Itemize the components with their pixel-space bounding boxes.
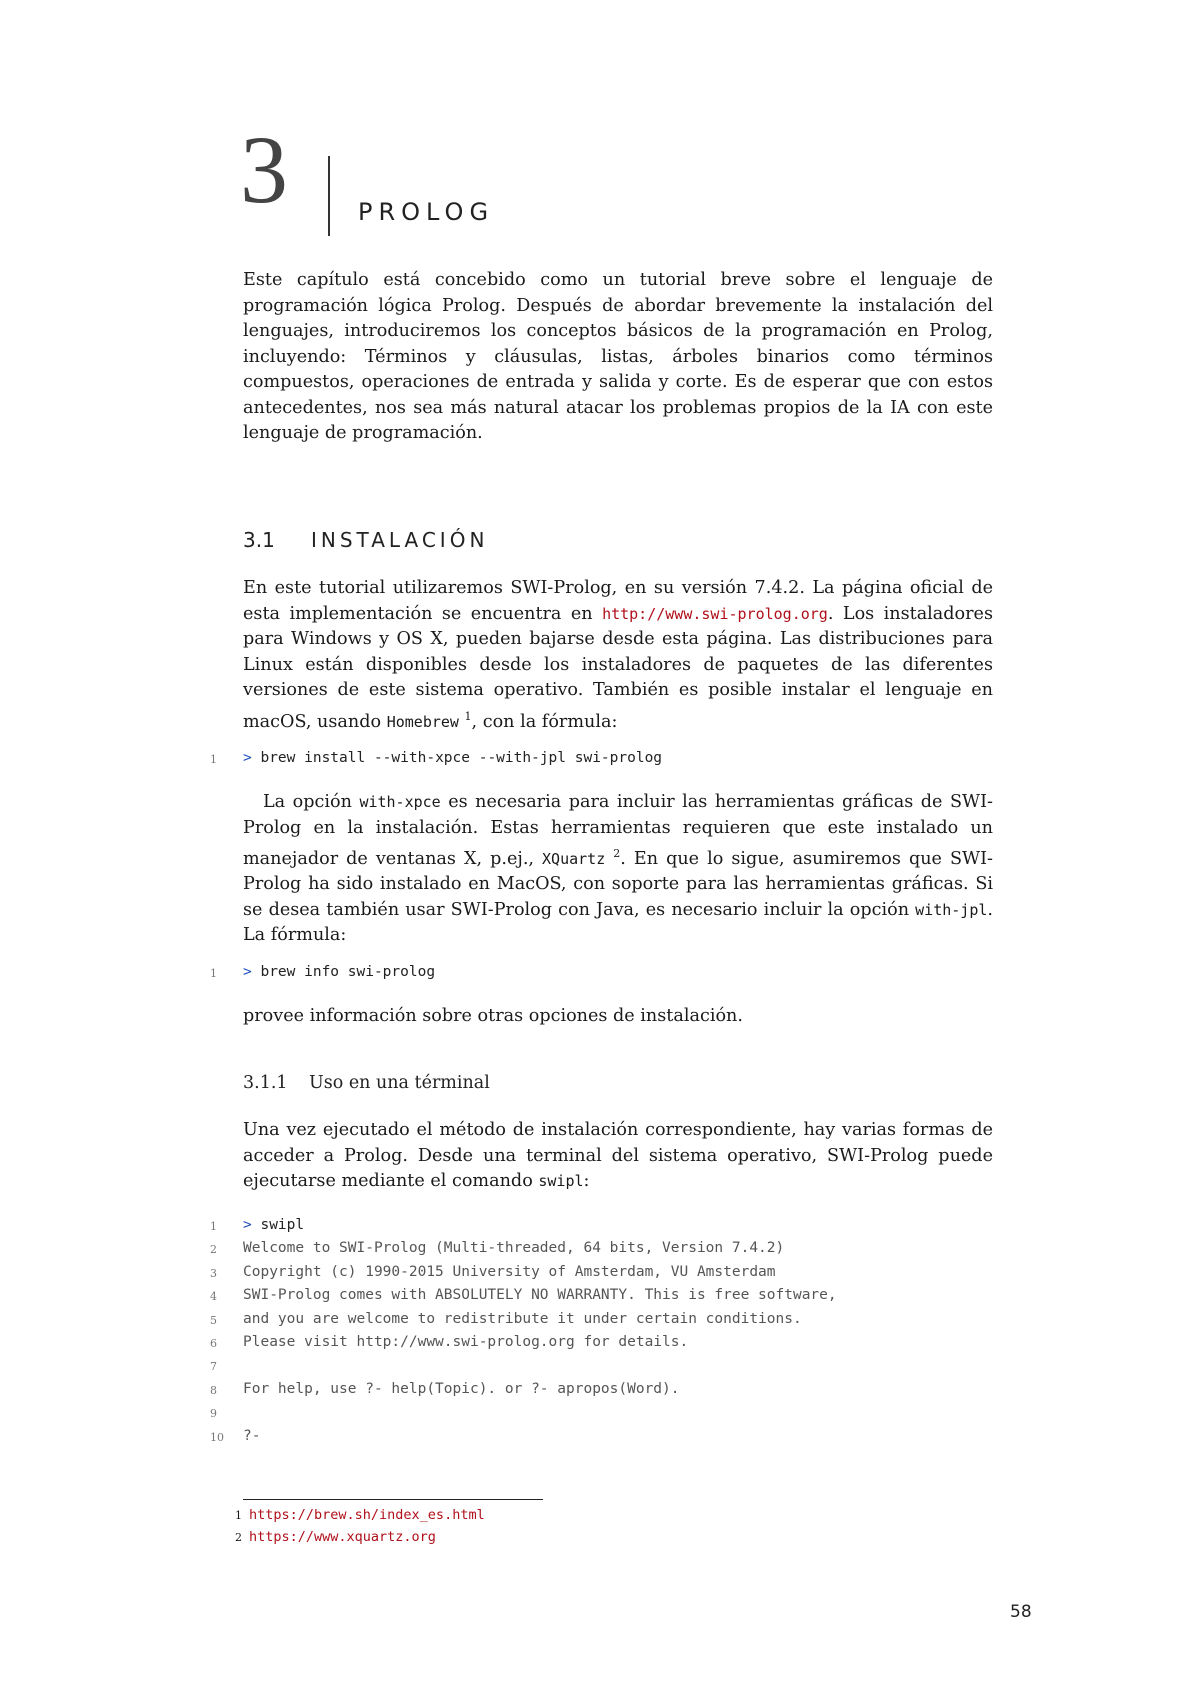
code-line (210, 1309, 1030, 1332)
line-number: 1 (210, 1220, 217, 1233)
inline-code-with-xpce: with-xpce (359, 793, 441, 811)
section-paragraph-3: provee información sobre otras opciones de instalación. (243, 1006, 743, 1026)
code-listing-2 (210, 962, 1030, 985)
code-text (243, 1217, 304, 1233)
subsection-heading (243, 1073, 490, 1093)
code-command: brew install --with-xpce --with-jpl swi-prolog (260, 750, 663, 766)
text-run: . Los instaladores para Windows y OS X, pueden bajarse desde esta página. Las distribuciones para Linux están disponibles desde los instaladores de paquetes de las diferentes versiones de este sistema operativo. También es posible instalar el lenguaje en macOS, usando (243, 603, 993, 732)
text-run: La opción (263, 792, 360, 812)
code-line (210, 1379, 1030, 1402)
section-title: INSTALACIÓN (311, 528, 489, 552)
code-output-text: SWI-Prolog comes with ABSOLUTELY NO WARRANTY. This is free software, (243, 1287, 837, 1304)
footnote-1 (235, 1507, 485, 1523)
line-number: 1 (210, 967, 217, 980)
footnote-number: 2 (235, 1531, 242, 1544)
footnote-ref-1[interactable]: 1 (464, 709, 472, 723)
code-output-text: ?- (243, 1427, 261, 1444)
subsection-number: 3.1.1 (243, 1073, 288, 1093)
line-number: 7 (210, 1360, 217, 1374)
footnote-link[interactable]: https://brew.sh/index_es.html (249, 1507, 485, 1523)
inline-code-xquartz: XQuartz (542, 849, 606, 868)
code-line (210, 1426, 1030, 1449)
code-listing-1 (210, 748, 1030, 771)
code-line (210, 1215, 1030, 1238)
inline-code-homebrew: Homebrew (386, 712, 459, 731)
chapter-title: PROLOG (358, 198, 495, 226)
code-output-text: Copyright (c) 1990-2015 University of Amsterdam, VU Amsterdam (243, 1263, 776, 1280)
code-text (243, 964, 435, 980)
intro-paragraph: Este capítulo está concebido como un tutorial breve sobre el lenguaje de programación lógica Prolog. Después de abordar brevemente la instalación del lenguajes, introduciremos los conceptos básicos de la programación en Prolog, incluyendo: Términos y cláusulas, listas, árboles binarios como términos compuestos, operaciones de entrada y salida y corte. Es de esperar que con estos antecedentes, nos sea más natural atacar los problemas propios de la IA con este lenguaje de programación. (243, 270, 993, 443)
subsection-title: Uso en una términal (309, 1073, 490, 1093)
section-number: 3.1 (243, 528, 275, 552)
inline-code-with-jpl: with-jpl (915, 900, 988, 919)
code-line (210, 1332, 1030, 1355)
line-number: 3 (210, 1266, 217, 1280)
line-number: 5 (210, 1313, 217, 1327)
footnote-link[interactable]: https://www.xquartz.org (249, 1529, 436, 1545)
code-output-text: and you are welcome to redistribute it under certain conditions. (243, 1310, 802, 1327)
prompt-symbol: > (243, 964, 252, 980)
code-output-text: Welcome to SWI-Prolog (Multi-threaded, 64 bits, Version 7.4.2) (243, 1240, 785, 1257)
code-line (210, 1355, 1030, 1378)
text-run: . La fórmula: (243, 899, 993, 946)
section-heading (243, 528, 488, 552)
line-number: 1 (210, 753, 217, 766)
line-number: 10 (210, 1430, 224, 1444)
code-command: brew info swi-prolog (260, 964, 436, 980)
code-output-text: Please visit http://www.swi-prolog.org for details. (243, 1333, 689, 1350)
chapter-divider (328, 156, 330, 236)
code-line (210, 748, 1030, 771)
code-line (210, 1402, 1030, 1425)
line-number: 4 (210, 1290, 217, 1304)
prompt-symbol: > (243, 1217, 252, 1233)
page-number: 58 (1010, 1602, 1032, 1622)
inline-code-swipl: swipl (538, 1172, 584, 1190)
text-run: , con la fórmula: (471, 711, 618, 732)
footnote-ref-2[interactable]: 2 (613, 847, 621, 860)
code-text (243, 750, 662, 766)
code-line (210, 1262, 1030, 1285)
subsection-paragraph (243, 1118, 993, 1195)
code-listing-3 (210, 1215, 1030, 1449)
section-paragraph-1 (243, 576, 993, 735)
footnote-number: 1 (235, 1509, 242, 1522)
code-line (210, 962, 1030, 985)
line-number: 8 (210, 1383, 217, 1397)
section-paragraph-2 (243, 790, 993, 949)
text-run: En este tutorial utilizaremos SWI-Prolog, en su versión 7.4.2. La página oficial de esta implementación se encuentra en (243, 578, 993, 624)
chapter-number: 3 (240, 116, 288, 223)
code-line (210, 1238, 1030, 1261)
text-run: Una vez ejecutado el método de instalación correspondiente, hay varias formas de acceder a Prolog. Desde una terminal del sistema operativo, SWI-Prolog puede ejecutarse mediante el comando (243, 1120, 993, 1191)
footnote-divider (243, 1499, 543, 1500)
swi-prolog-link[interactable]: http://www.swi-prolog.org (602, 604, 828, 623)
code-line (210, 1285, 1030, 1308)
text-run: es necesaria para incluir las herramientas gráficas de SWI-Prolog en la instalación. Estas herramientas requieren que este instalado un manejador de ventanas X, p.ej., (243, 792, 993, 869)
text-run: : (583, 1171, 590, 1191)
line-number: 6 (210, 1336, 217, 1350)
code-output-text: For help, use ?- help(Topic). or ?- apropos(Word). (243, 1380, 680, 1397)
footnote-2 (235, 1529, 436, 1545)
text-run: . En que lo sigue, asumiremos que SWI-Prolog ha sido instalado en MacOS, con soporte para las herramientas gráficas. Si se desea también usar SWI-Prolog con Java, es necesario incluir la opción (243, 848, 993, 920)
line-number: 9 (210, 1407, 217, 1421)
prompt-symbol: > (243, 750, 252, 766)
line-number: 2 (210, 1243, 217, 1257)
code-command: swipl (260, 1217, 305, 1233)
